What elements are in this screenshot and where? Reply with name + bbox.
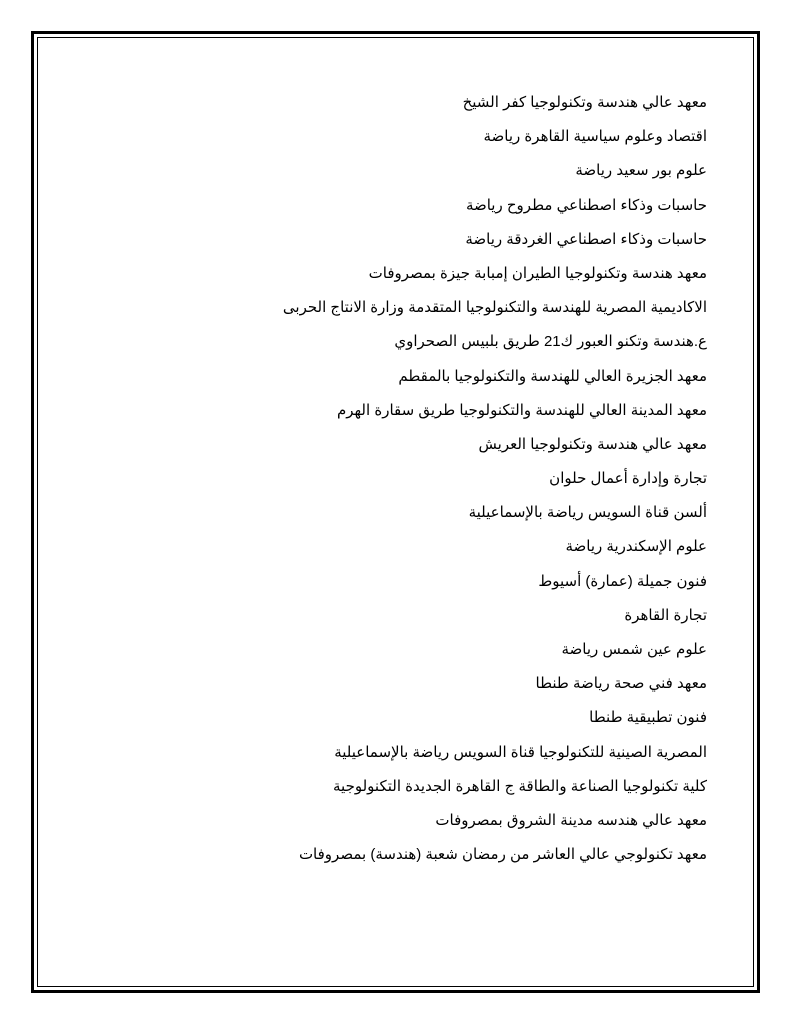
list-item: حاسبات وذكاء اصطناعي مطروح رياضة [465, 196, 707, 214]
list-item: معهد الجزيرة العالي للهندسة والتكنولوجيا بالمقطم [398, 367, 707, 385]
list-item: ألسن قناة السويس رياضة بالإسماعيلية [468, 504, 707, 522]
list-item: معهد عالي هندسه مدينة الشروق بمصروفات [435, 811, 707, 829]
list-item: علوم بور سعيد رياضة [575, 162, 707, 180]
list-item: فنون تطبيقية طنطا [589, 709, 707, 727]
list-item: معهد عالي هندسة وتكنولوجيا العريش [478, 435, 707, 453]
list-item: اقتصاد وعلوم سياسية القاهرة رياضة [483, 128, 707, 146]
list-item: تجارة القاهرة [624, 606, 707, 624]
list-item: تجارة وإدارة أعمال حلوان [549, 470, 707, 488]
list-item: معهد عالي هندسة وتكنولوجيا كفر الشيخ [462, 94, 707, 111]
list-item: كلية تكنولوجيا الصناعة والطاقة ج القاهرة الجديدة التكنولوجية [333, 777, 707, 795]
list-item: علوم عين شمس رياضة [561, 641, 707, 658]
institution-list [67, 88, 707, 874]
list-item: ع.هندسة وتكنو العبور ك21 طريق بلبيس الصحراوي [394, 333, 707, 351]
list-item: فنون جميلة (عمارة) أسيوط [538, 572, 707, 590]
list-item: المصرية الصينية للتكنولوجيا قناة السويس رياضة بالإسماعيلية [334, 743, 707, 761]
list-item: معهد المدينة العالي للهندسة والتكنولوجيا طريق سقارة الهرم [336, 401, 707, 419]
list-item: معهد هندسة وتكنولوجيا الطيران إمبابة جيزة بمصروفات [368, 264, 707, 282]
list-item: حاسبات وذكاء اصطناعي الغردقة رياضة [465, 230, 707, 248]
list-item: معهد فني صحة رياضة طنطا [535, 675, 707, 693]
list-item: معهد تكنولوجي عالي العاشر من رمضان شعبة (هندسة) بمصروفات [298, 846, 707, 864]
list-item: علوم الإسكندرية رياضة [565, 538, 707, 556]
list-item: الاكاديمية المصرية للهندسة والتكنولوجيا المتقدمة وزارة الانتاج الحربى [282, 299, 707, 317]
